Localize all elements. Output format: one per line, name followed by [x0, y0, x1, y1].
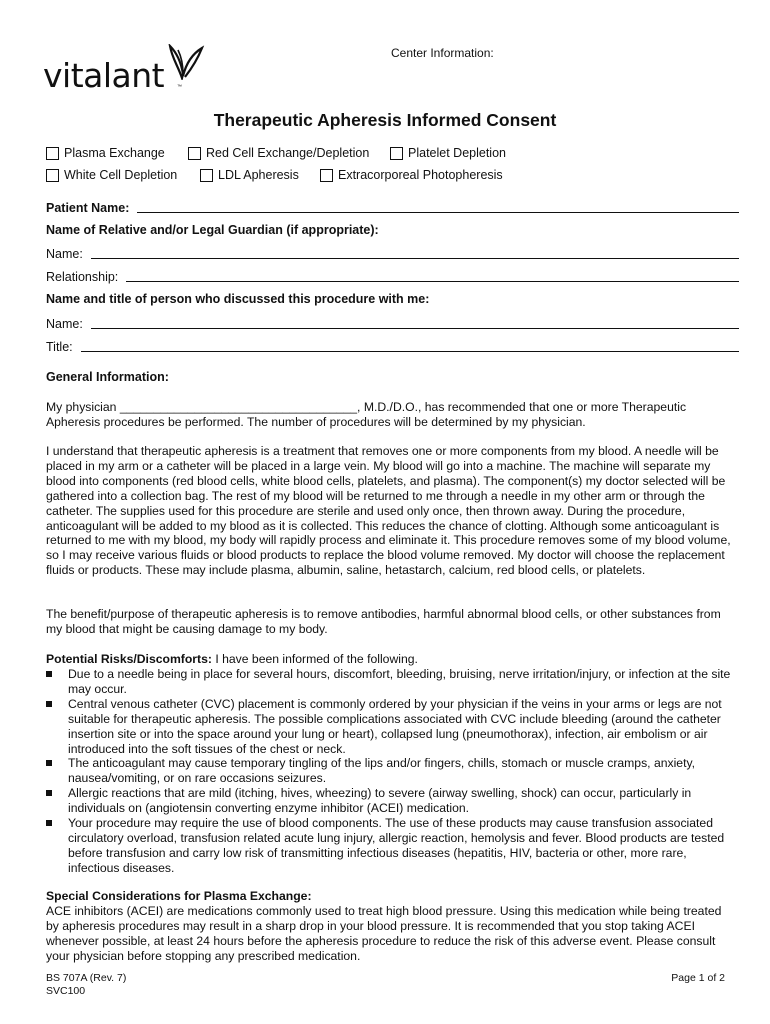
- special-considerations-heading: Special Considerations for Plasma Exchange:: [46, 889, 312, 903]
- checkbox-box[interactable]: [320, 169, 333, 182]
- general-information-heading: General Information:: [46, 370, 169, 384]
- bullet-icon: [46, 671, 52, 677]
- risks-heading: Potential Risks/Discomforts:: [46, 652, 212, 666]
- patient-name-label: Patient Name:: [46, 201, 130, 215]
- discussed-name-field[interactable]: [46, 315, 739, 331]
- checkbox-plasma-exchange[interactable]: Plasma Exchange: [46, 146, 165, 160]
- vitalant-logo: [43, 44, 218, 94]
- procedure-description-paragraph: I understand that therapeutic apheresis is a treatment that removes one or more components from my blood. A needle will be placed in my arm or a catheter will be placed in a large vein. My blood will go into a machine. The machine will separate my blood into components (red blood cells, white blood cells, platelets, and plasma). The component(s) my doctor selected will be gathered into a collection bag. The rest of my blood will be returned to me through a needle in my other arm or through the catheter. The supplies used for this procedure are sterile and used only once, then thrown away. During the procedure, anticoagulant will be added to my blood as it is collected. This reduces the chance of clotting. Although some anticoagulant is returned to me with my blood, my body will rapidly process and eliminate it. This procedure removes some of my blood volume, so I may receive various fluids or blood products to replace the blood volume removed. My doctor will choose the replacement fluids or products. These may include plasma, albumin, saline, hetastarch, calcium, red blood cells, or platelets.: [46, 444, 731, 578]
- guardian-name-label: Name:: [46, 247, 83, 261]
- form-number: BS 707A (Rev. 7): [46, 972, 127, 984]
- discussed-name-label: Name:: [46, 317, 83, 331]
- benefit-paragraph: The benefit/purpose of therapeutic apheresis is to remove antibodies, harmful abnormal blood cells, or other substances from my blood that might be causing damage to my body.: [46, 607, 721, 636]
- risks-intro: I have been informed of the following.: [211, 652, 418, 666]
- discussed-title-field[interactable]: [46, 338, 739, 354]
- guardian-name-line[interactable]: [91, 258, 739, 259]
- center-information-label: Center Information:: [391, 46, 494, 60]
- guardian-name-field[interactable]: [46, 245, 739, 261]
- trademark-mark: ™: [177, 84, 182, 90]
- footer-form-info: [46, 972, 126, 998]
- form-code: SVC100: [46, 985, 86, 997]
- checkbox-white-cell-depletion[interactable]: White Cell Depletion: [46, 168, 177, 182]
- physician-recommendation-paragraph: My physician ___________________________________, M.D./D.O., has recommended that one or more Therapeutic Apheresis procedures be performed. The number of procedures will be determined by my physician.: [46, 400, 687, 429]
- bullet-icon: [46, 790, 52, 796]
- bullet-icon: [46, 701, 52, 707]
- discussed-name-line[interactable]: [91, 328, 739, 329]
- guardian-relationship-label: Relationship:: [46, 270, 119, 284]
- special-considerations-section: [46, 889, 736, 964]
- patient-name-line[interactable]: [137, 212, 739, 213]
- risks-heading-line: [46, 652, 736, 667]
- patient-name-field[interactable]: [46, 199, 739, 215]
- leaf-icon: [168, 44, 208, 80]
- list-item: Due to a needle being in place for several hours, discomfort, bleeding, bruising, nerve irritation/injury, or infection at the site may occur.: [46, 667, 736, 697]
- special-considerations-text: ACE inhibitors (ACEI) are medications commonly used to treat high blood pressure. Using this medication while being treated by apheresis procedures may result in a sharp drop in your blood pressure. It is recommended that you stop taking ACEI whenever possible, at least 24 hours before the apheresis procedure to reduce the risk of this adverse event. Please consult your physician before stopping any prescribed medication.: [46, 903, 722, 963]
- list-item: Allergic reactions that are mild (itching, hives, wheezing) to severe (airway swelling, shock) can occur, particularly in individuals on (angiotensin converting enzyme inhibitor (ACEI) medication.: [46, 786, 736, 816]
- guardian-relationship-field[interactable]: [46, 268, 739, 284]
- page-number: Page 1 of 2: [671, 972, 725, 984]
- checkbox-platelet-depletion[interactable]: Platelet Depletion: [390, 146, 506, 160]
- checkbox-ldl-apheresis[interactable]: LDL Apheresis: [200, 168, 299, 182]
- checkbox-box[interactable]: [390, 147, 403, 160]
- page-title: Therapeutic Apheresis Informed Consent: [213, 110, 557, 130]
- discussed-title-label: Title:: [46, 340, 73, 354]
- checkbox-box[interactable]: [188, 147, 201, 160]
- guardian-relationship-line[interactable]: [126, 281, 739, 282]
- list-item: Central venous catheter (CVC) placement is commonly ordered by your physician if the veins in your arms or legs are not suitable for therapeutic apheresis. The possible complications associated with CVC include bleeding (around the catheter insertion site or into the space around your lung or heart), collapsed lung (pneumothorax), infection, air embolism or air introduced into the soft tissues of the chest or neck.: [46, 697, 736, 757]
- guardian-heading: Name of Relative and/or Legal Guardian (if appropriate):: [46, 223, 379, 237]
- bullet-icon: [46, 820, 52, 826]
- checkbox-red-cell-exchange[interactable]: Red Cell Exchange/Depletion: [188, 146, 369, 160]
- list-item: Your procedure may require the use of blood components. The use of these products may cause transfusion associated circulatory overload, transfusion related acute lung injury, allergic reaction, hemolysis and fever. Blood products are tested before transfusion and carry low risk of transmitting infectious diseases (hepatitis, HIV, bacteria or other, more rare, infectious diseases.: [46, 816, 736, 876]
- discussed-by-heading: Name and title of person who discussed this procedure with me:: [46, 292, 430, 306]
- checkbox-box[interactable]: [46, 169, 59, 182]
- logo-wordmark: vitalant: [43, 56, 165, 95]
- risks-list: [46, 667, 736, 876]
- list-item: The anticoagulant may cause temporary tingling of the lips and/or fingers, chills, stomach or muscle cramps, anxiety, nausea/vomiting, or on rare occasions seizures.: [46, 756, 736, 786]
- checkbox-extracorporeal-photopheresis[interactable]: Extracorporeal Photopheresis: [320, 168, 503, 182]
- checkbox-box[interactable]: [200, 169, 213, 182]
- checkbox-box[interactable]: [46, 147, 59, 160]
- bullet-icon: [46, 760, 52, 766]
- discussed-title-line[interactable]: [81, 351, 739, 352]
